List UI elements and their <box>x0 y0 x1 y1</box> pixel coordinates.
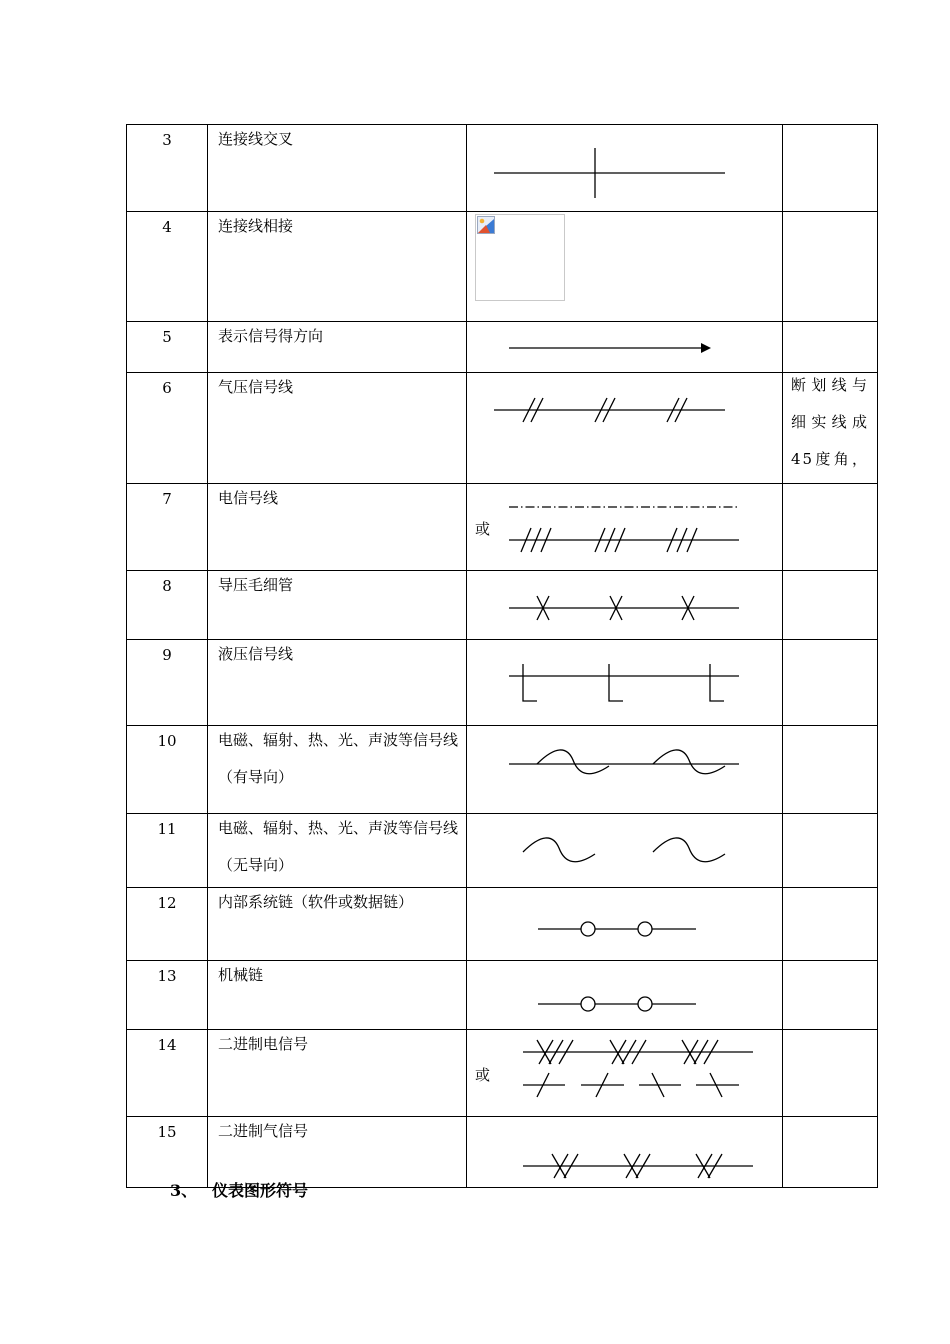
guided-wave-signal-line-symbol <box>467 726 783 813</box>
table-row <box>127 726 878 814</box>
row-name: 导压毛细管 <box>218 576 294 594</box>
table-row <box>127 1117 878 1188</box>
row-name: 电磁、辐射、热、光、声波等信号线（无导向） <box>218 819 459 874</box>
table-row <box>127 1030 878 1117</box>
row-number: 15 <box>127 1117 208 1188</box>
row-number: 10 <box>127 726 208 814</box>
row-number: 8 <box>127 571 208 640</box>
mechanical-link-symbol <box>467 961 783 1029</box>
binary-pneumatic-signal-symbol <box>467 1117 783 1187</box>
table-row <box>127 961 878 1030</box>
section-number: 3、 <box>170 1181 198 1200</box>
row-name: 电信号线 <box>218 489 279 507</box>
table-row <box>127 814 878 888</box>
row-number: 13 <box>127 961 208 1030</box>
row-note: 断划线与细实线成45度角， <box>791 376 869 468</box>
row-name: 二进制气信号 <box>218 1122 309 1140</box>
table-row <box>127 125 878 212</box>
pneumatic-signal-line-symbol <box>467 373 783 483</box>
table-row <box>127 484 878 571</box>
row-name: 二进制电信号 <box>218 1035 309 1053</box>
hydraulic-signal-line-symbol <box>467 640 783 725</box>
row-number: 12 <box>127 888 208 961</box>
row-number: 14 <box>127 1030 208 1117</box>
row-name: 表示信号得方向 <box>218 327 324 345</box>
section-title: 仪表图形符号 <box>212 1181 309 1200</box>
row-name: 机械链 <box>218 966 264 984</box>
row-name: 气压信号线 <box>218 378 294 396</box>
row-number: 7 <box>127 484 208 571</box>
row-number: 5 <box>127 322 208 373</box>
row-number: 3 <box>127 125 208 212</box>
row-name: 液压信号线 <box>218 645 294 663</box>
table-row <box>127 322 878 373</box>
table-row <box>127 212 878 322</box>
or-label: 或 <box>475 1066 491 1084</box>
software-data-link-symbol <box>467 888 783 960</box>
crossing-lines-symbol <box>467 125 783 211</box>
table-row <box>127 373 878 484</box>
capillary-tube-symbol <box>467 571 783 639</box>
table-row <box>127 888 878 961</box>
or-label: 或 <box>475 520 491 538</box>
row-number: 11 <box>127 814 208 888</box>
binary-electric-signal-symbol <box>467 1030 783 1116</box>
row-name: 内部系统链（软件或数据链） <box>218 893 414 911</box>
row-name: 连接线交叉 <box>218 130 294 148</box>
row-number: 6 <box>127 373 208 484</box>
table-row <box>127 640 878 726</box>
unguided-wave-signal-line-symbol <box>467 814 783 887</box>
row-name: 电磁、辐射、热、光、声波等信号线（有导向） <box>218 731 459 786</box>
symbol-table <box>126 124 878 1188</box>
electric-signal-line-symbol <box>467 484 783 570</box>
row-number: 9 <box>127 640 208 726</box>
signal-direction-arrow-symbol <box>467 322 783 372</box>
row-name: 连接线相接 <box>218 217 294 235</box>
row-number: 4 <box>127 212 208 322</box>
table-row <box>127 571 878 640</box>
broken-image-icon <box>475 214 565 301</box>
section-heading <box>170 1178 308 1201</box>
